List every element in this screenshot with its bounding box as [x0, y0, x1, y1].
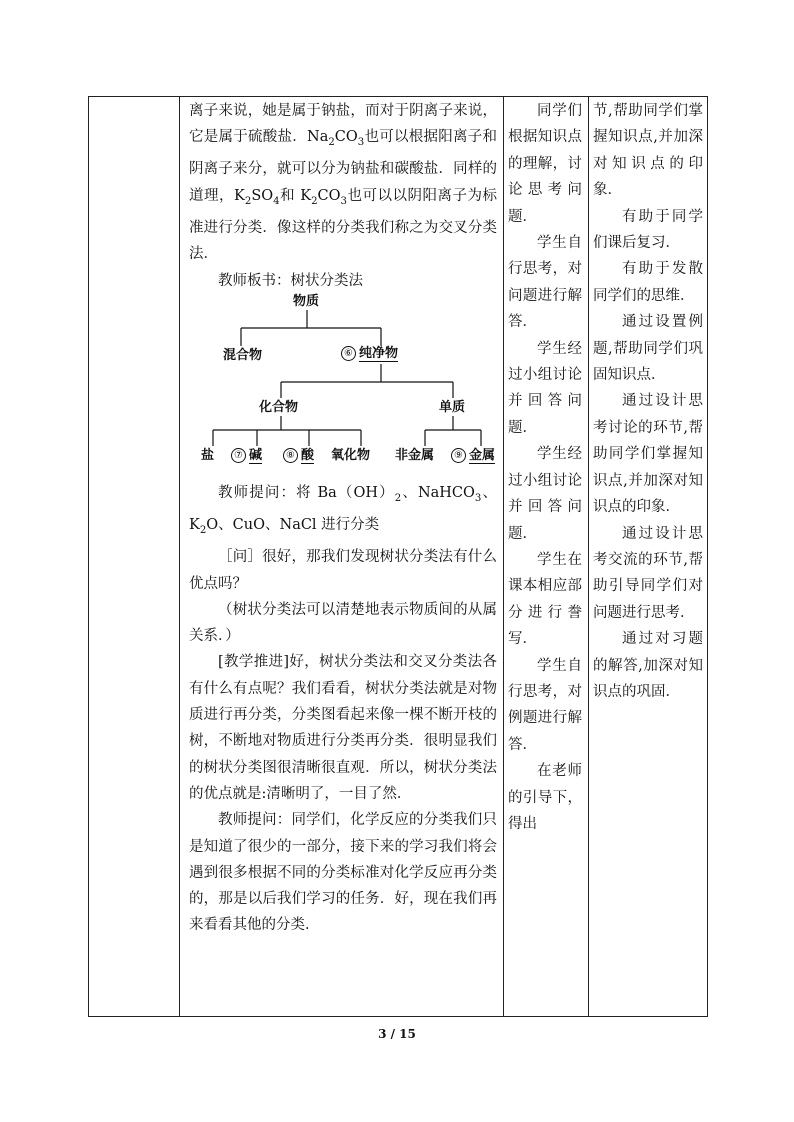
design-intent-item: 通过设置例题,帮助同学们巩固知识点． [593, 314, 703, 384]
tree-node-salt: 盐 [201, 447, 215, 463]
tree-node-substance: 物质 [293, 293, 320, 309]
design-intent-item: 通过设计思考交流的环节,帮助引导同学们对问题进行思考． [593, 525, 703, 621]
lesson-table [88, 96, 708, 1016]
tree-node-mixture: 混合物 [223, 347, 263, 363]
design-intent-column [593, 98, 703, 705]
column-divider-3 [588, 96, 589, 1016]
design-intent-item: 有助于发散同学们的思维． [593, 261, 703, 304]
tree-node-compound: 化合物 [259, 399, 299, 415]
number-badge: ⑧ [283, 448, 298, 463]
student-activity-item: 学生在课本相应部分进行誊写． [508, 551, 582, 648]
design-intent-item: 有助于同学们课后复习． [593, 208, 703, 252]
column-divider-1 [179, 96, 180, 1016]
table-top-border [88, 96, 708, 97]
classification-tree-diagram [189, 294, 497, 480]
tree-node-base: ⑦ 碱 [231, 448, 262, 464]
tree-node-nonmetal: 非金属 [395, 447, 435, 463]
page-number: 3 / 15 [378, 1027, 416, 1041]
teaching-progress: [教学推进]好，树状分类法和交叉分类法各有什么有点呢？我们看看，树状分类法就是对物质进行再分类，分类图看起来像一棵不断开枝的树，不断地对物质进行分类再分类．很明显我们的树状分类图很清晰很直观．所以，树状分类法的优点就是:清晰明了，一目了然． [189, 654, 497, 802]
teacher-question-2: ［问］很好，那我们发现树状分类法有什么优点吗？ [189, 549, 497, 592]
student-activity-item: 学生自行思考，对问题进行解答． [508, 235, 582, 331]
student-activity-item: 在老师的引导下，得出 [508, 763, 582, 832]
design-intent-item: 通过设计思考讨论的环节,帮助同学们掌握知识点,并加深对知识点的印象． [593, 393, 703, 516]
teacher-question-1: 教师提问：将 $Ba(OH)_2$、NaHCO$_3$、$K_2O$、CuO、NaCl 进行分类 [189, 484, 497, 536]
design-intent-item: 节,帮助同学们掌握知识点,并加深对知识点的印象． [593, 103, 703, 199]
board-note: 教师板书：树状分类法 [218, 272, 363, 289]
table-border-left [88, 96, 89, 1016]
number-badge: ⑥ [341, 346, 356, 361]
student-activity-item: 同学们根据知识点的理解，讨论思考问题． [508, 103, 582, 225]
design-intent-item: 通过对习题的解答,加深对知识点的巩固． [593, 631, 703, 700]
tree-node-metal: ⑨ 金属 [451, 448, 495, 464]
answer-note: （树状分类法可以清楚地表示物质间的从属关系．） [189, 601, 497, 645]
number-badge: ⑦ [231, 448, 246, 463]
teacher-question-3: 教师提问：同学们，化学反应的分类我们只是知道了很少的一部分，接下来的学习我们将会遇到很多根据不同的分类标准对化学反应再分类的，那是以后我们学习的任务．好，现在我们再来看看其他的分类． [189, 812, 497, 934]
student-activity-column [508, 98, 582, 837]
tree-node-oxide: 氧化物 [331, 447, 371, 463]
number-badge: ⑨ [451, 448, 466, 463]
tree-node-acid: ⑧ 酸 [283, 448, 314, 464]
teacher-activity-column [189, 98, 497, 939]
table-bottom-border [88, 1016, 708, 1017]
tree-node-element: 单质 [439, 399, 466, 415]
column-divider-2 [503, 96, 504, 1016]
cross-classification-paragraph: 离子来说，她是属于钠盐，而对于阴离子来说，它是属于硫酸盐．$Na_2CO_3$也可以根据阳离子和阴离子来分，就可以分为钠盐和碳酸盐．同样的道理，$K_2SO_4$和 $K_2CO_3$也可以以阴阳离子为标准进行分类．像这样的分类我们称之为交叉分类法． [189, 103, 498, 263]
tree-node-pure-substance: ⑥ 纯净物 [341, 346, 398, 362]
student-activity-item: 学生经过小组讨论并回答问题． [508, 340, 582, 436]
student-activity-item: 学生经过小组讨论并回答问题． [508, 446, 582, 542]
student-activity-item: 学生自行思考，对例题进行解答． [508, 657, 582, 753]
table-border-right [707, 96, 708, 1016]
